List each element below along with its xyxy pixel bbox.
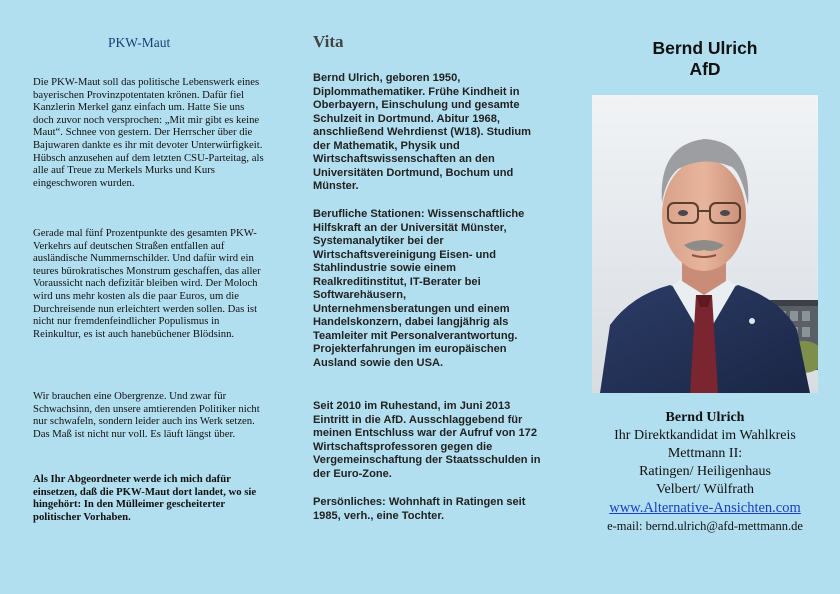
left-paragraph-4-bold: Als Ihr Abgeordneter werde ich mich dafür einsetzen, daß die PKW-Maut dort landet, wo sie hingehört: In den Mülleimer gescheiterter politischer Vorhaben. (33, 473, 257, 523)
caption-line-1: Ihr Direktkandidat im Wahlkreis (614, 428, 796, 443)
vita-paragraph-1: Bernd Ulrich, geboren 1950, Diplommathematiker. Frühe Kindheit in Oberbayern, Einschulung und gesamte Schulzeit in Dortmund. Abitur 1968, anschließend Wehrdienst (W18). Studium der Mathematik, Physik und Wirtschaftswissenschaften an den Universitäten Dortmund, Bochum und Münster. (313, 72, 531, 192)
vita-paragraph-4: Persönliches: Wohnhaft in Ratingen seit 1985, verh., eine Tochter. (313, 496, 526, 522)
candidate-name: Bernd Ulrich (652, 38, 758, 58)
left-paragraph-2: Gerade mal fünf Prozentpunkte des gesamten PKW-Verkehrs auf deutschen Straßen entfallen auf ausländische Nummernschilder. Und dafür wird ein teures bürokratisches Monstrum geschaffen, das aller Voraussicht nach defizitär bleiben wird. Der Moloch wird uns mehr kosten als die paar Euros, um die Durchreisende nun erleichtert werden sollen. Das ist nicht nur fremdenfeindlicher Populismus in Reinkultur, es ist auch hanebüchener Blödsinn. (33, 227, 261, 340)
email-address: e-mail: bernd.ulrich@afd-mettmann.de (607, 519, 803, 533)
candidate-caption (582, 409, 828, 535)
pkw-maut-heading: PKW-Maut (108, 35, 171, 50)
candidate-portrait-photo (592, 95, 818, 393)
caption-line-3: Ratingen/ Heiligenhaus (639, 464, 771, 479)
party-name: AfD (689, 59, 721, 79)
vita-paragraph-3: Seit 2010 im Ruhestand, im Juni 2013 Eintritt in die AfD. Ausschlaggebend für meinen Entschluss war der Aufruf von 172 Wirtschaftsprofessoren gegen die Vergemeinschaftung der Staatsschulden in der Euro-Zone. (313, 400, 541, 480)
caption-line-4: Velbert/ Wülfrath (655, 482, 755, 497)
candidate-name-title (592, 38, 818, 80)
vita-heading: Vita (313, 32, 344, 51)
caption-line-2: Mettmann II: (667, 446, 743, 461)
left-paragraph-1: Die PKW-Maut soll das politische Lebenswerk eines bayerischen Provinzpotentaten krönen. Dafür fiel Kanzlerin Merkel ganz einfach um. Hatte Sie uns doch zuvor noch versprochen: „Mit mir gibt es keine Maut“. Schnee von gestern. Der Herrscher über die Bajuwaren dankte es ihr mit devoter Unterwürfigkeit. Hübsch anzusehen auf dem letzten CSU-Parteitag, als alle auf Treue zu Merkels Murks und Kurs eingeschworen wurden. (33, 76, 264, 189)
left-paragraph-3: Wir brauchen eine Obergrenze. Und zwar für Schwachsinn, den unsere amtierenden Politiker nicht nur schwafeln, sondern leider auch ins Werk setzen. Das Maß ist nicht nur voll. Es läuft längst über. (33, 390, 260, 440)
website-link[interactable]: www.Alternative-Ansichten.com (609, 500, 801, 516)
caption-name: Bernd Ulrich (665, 410, 745, 425)
vita-paragraph-2: Berufliche Stationen: Wissenschaftliche Hilfskraft an der Universität Münster, Systemanalytiker bei der Wirtschaftsvereinigung Eisen- und Stahlindustrie sowie einem Realkreditinstitut, IT-Berater bei Softwarehäusern, Unternehmensberatungen und einem Handelskonzern, dabei langjährig als Teamleiter mit Personalverantwortung. Projekterfahrungen im europäischen Ausland sowie den USA. (313, 208, 525, 369)
face (662, 159, 746, 271)
